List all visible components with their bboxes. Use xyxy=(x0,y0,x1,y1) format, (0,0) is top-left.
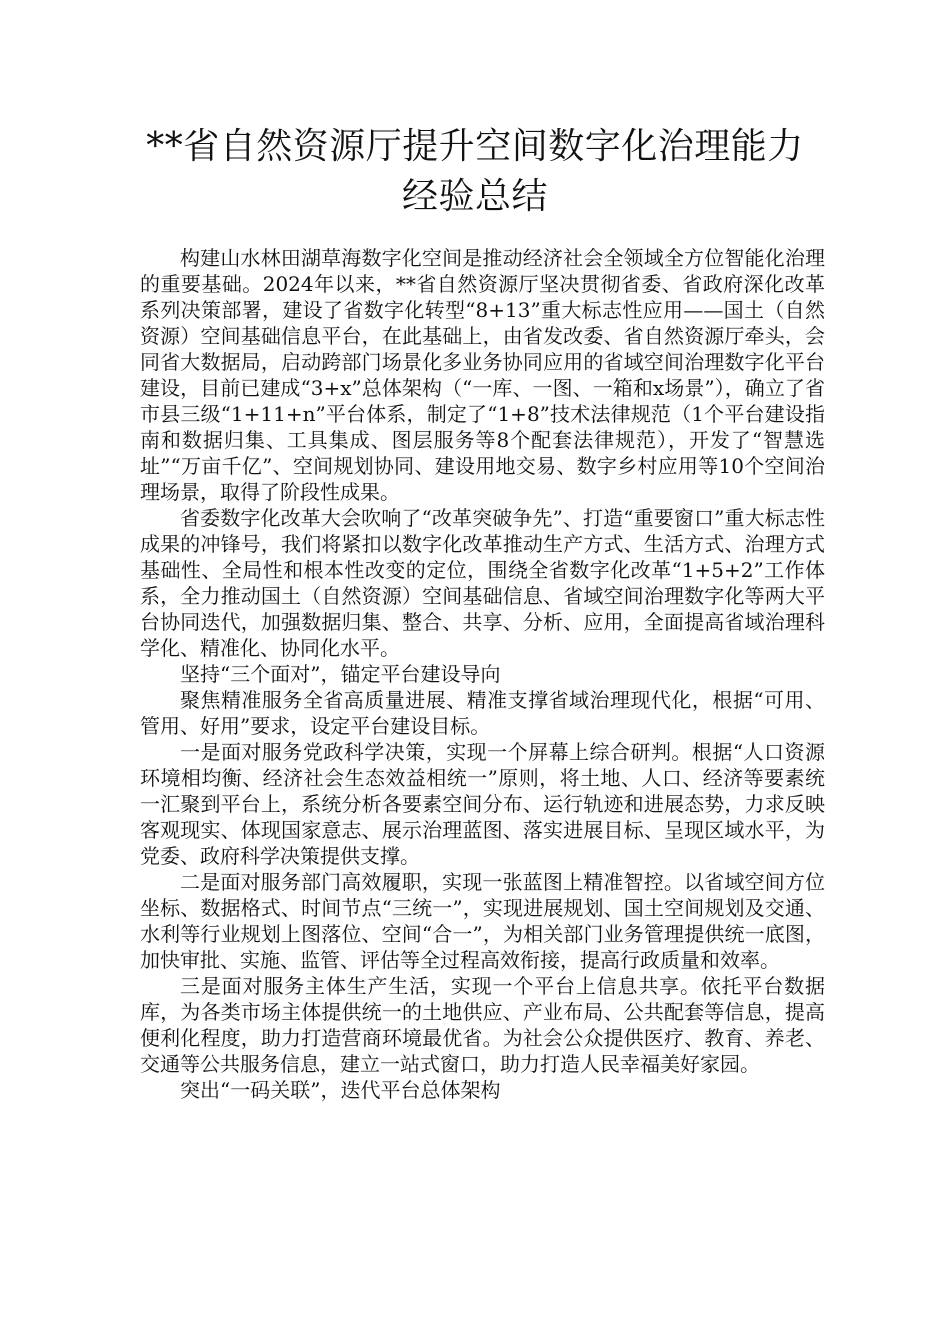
title-line-1: **省自然资源厅提升空间数字化治理能力 xyxy=(146,126,804,167)
document-body xyxy=(140,245,825,1103)
title-line-2: 经验总结 xyxy=(401,176,548,217)
point-two-paragraph: 二是面对服务部门高效履职，实现一张蓝图上精准智控。以省域空间方位坐标、数据格式、时间节点“三统一”，实现进展规划、国土空间规划及交通、水利等行业规划上图落位、空间“合一”，为相关部门业务管理提供统一底图，加快审批、实施、监管、评估等全过程高效衔接，提高行政质量和效率。 xyxy=(140,870,825,972)
section-heading-three-faces: 坚持“三个面对”，锚定平台建设导向 xyxy=(180,662,501,686)
document-title xyxy=(0,122,950,222)
goal-paragraph: 聚焦精准服务全省高质量进展、精准支撑省域治理现代化，根据“可用、管用、好用”要求，设定平台建设目标。 xyxy=(140,688,825,738)
intro-paragraph: 构建山水林田湖草海数字化空间是推动经济社会全领域全方位智能化治理的重要基础。2024年以来，**省自然资源厅坚决贯彻省委、省政府深化改革系列决策部署，建设了省数字化转型“8+13”重大标志性应用——国土（自然资源）空间基础信息平台，在此基础上，由省发改委、省自然资源厅牵头，会同省大数据局，启动跨部门场景化多业务协同应用的省域空间治理数字化平台建设，目前已建成“3+x”总体架构（“一库、一图、一箱和x场景”），确立了省市县三级“1+11+n”平台体系，制定了“1+8”技术法律规范（1个平台建设指南和数据归集、工具集成、图层服务等8个配套法律规范），开发了“智慧选址”“万亩千亿”、空间规划协同、建设用地交易、数字乡村应用等10个空间治理场景，取得了阶段性成果。 xyxy=(140,246,825,504)
section-heading-one-code: 突出“一码关联”，迭代平台总体架构 xyxy=(180,1078,501,1102)
reform-paragraph: 省委数字化改革大会吹响了“改革突破争先”、打造“重要窗口”重大标志性成果的冲锋号，我们将紧扣以数字化改革推动生产方式、生活方式、治理方式基础性、全局性和根本性改变的定位，围绕全省数字化改革“1+5+2”工作体系，全力推动国土（自然资源）空间基础信息、省域空间治理数字化等两大平台协同迭代，加强数据归集、整合、共享、分析、应用，全面提高省域治理科学化、精准化、协同化水平。 xyxy=(140,506,825,660)
point-one-paragraph: 一是面对服务党政科学决策，实现一个屏幕上综合研判。根据“人口资源环境相均衡、经济社会生态效益相统一”原则，将土地、人口、经济等要素统一汇聚到平台上，系统分析各要素空间分布、运行轨迹和进展态势，力求反映客观现实、体现国家意志、展示治理蓝图、落实进展目标、呈现区域水平，为党委、政府科学决策提供支撑。 xyxy=(140,740,825,868)
point-three-paragraph: 三是面对服务主体生产生活，实现一个平台上信息共享。依托平台数据库，为各类市场主体提供统一的土地供应、产业布局、公共配套等信息，提高便利化程度，助力打造营商环境最优省。为社会公众提供医疗、教育、养老、交通等公共服务信息，建立一站式窗口，助力打造人民幸福美好家园。 xyxy=(140,974,825,1076)
